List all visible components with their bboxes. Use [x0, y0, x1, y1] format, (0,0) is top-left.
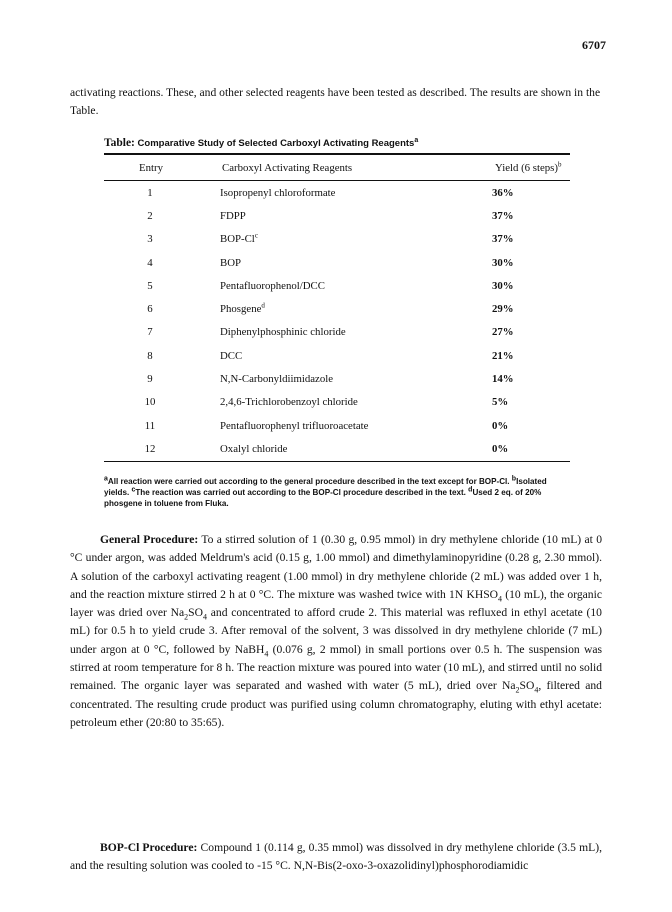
cell-entry: 1	[147, 186, 153, 199]
gp-sub-5: 2	[515, 685, 520, 695]
gp-text-7: , filtered and concentrated. The resulting crude product was purified using column chromatography, eluting with ethyl acetate: petroleum ether (20:80 to 35:65).	[70, 679, 602, 729]
gp-sub-6: 4	[534, 685, 539, 695]
general-procedure-paragraph	[70, 531, 602, 732]
gp-text-1: To a stirred solution of 1 (0.30 g, 0.95 mmol) in dry methylene chloride (10 mL) at 0 °C under argon, was added Meldrum's acid (0.15 g, 1.00 mmol) and dimethylaminopyridine (0.28 g, 2.30 mmol). A solution of the carboxyl activating reagent (1.00 mmol) in dry methylene chloride (2 mL) was added over 1 h, and the reaction mixture stirred 2 h at 0 °C. The mixture was washed twice with 1N KHSO	[70, 533, 602, 601]
table-row	[104, 437, 570, 460]
gp-sub-3: 4	[203, 612, 207, 622]
cell-entry: 3	[147, 233, 153, 246]
header-yield-sup: b	[557, 159, 562, 168]
cell-yield: 36%	[492, 186, 514, 199]
header-yield	[455, 155, 570, 180]
gp-text-6: SO	[519, 679, 535, 693]
table-row	[104, 274, 570, 297]
footnote-a-mark: a	[104, 475, 108, 483]
cell-reagent	[196, 181, 452, 204]
footnote-c-mark: c	[131, 486, 136, 494]
table-header-row	[104, 155, 570, 180]
table-row	[104, 321, 570, 344]
bopcl-text: Compound 1 (0.114 g, 0.35 mmol) was dissolved in dry methylene chloride (3.5 mL), and the resulting solution was cooled to -15 °C. N,N-Bis(2-oxo-3-oxazolidinyl)phosphorodiamidic	[70, 841, 602, 873]
cell-reagent-sup: c	[254, 231, 258, 240]
table-caption-text: Comparative Study of Selected Carboxyl Activating Reagents	[134, 138, 415, 149]
cell-entry: 8	[147, 349, 153, 362]
gp-text-3: SO	[188, 606, 203, 620]
table-row	[104, 181, 570, 204]
table-caption	[104, 137, 418, 149]
cell-reagent-text: Diphenylphosphinic chloride	[220, 326, 346, 339]
table-caption-sup: a	[414, 136, 419, 144]
cell-yield: 0%	[492, 419, 509, 432]
cell-entry: 2	[147, 209, 153, 222]
cell-entry: 12	[144, 442, 156, 455]
cell-reagent	[196, 251, 452, 274]
table-row	[104, 344, 570, 367]
intro-paragraph: activating reactions. These, and other selected reagents have been tested as described. The results are shown in the Table.	[70, 86, 601, 117]
cell-reagent	[196, 414, 452, 437]
general-procedure-heading: General Procedure:	[100, 533, 199, 546]
bopcl-procedure-paragraph	[70, 839, 602, 876]
table-row	[104, 367, 570, 390]
cell-reagent	[196, 228, 452, 251]
cell-entry: 11	[144, 419, 156, 432]
footnote-c-text: The reaction was carried out according to the BOP-Cl procedure described in the text.	[135, 488, 469, 497]
cell-yield: 5%	[492, 396, 509, 409]
bopcl-procedure-heading: BOP-Cl Procedure:	[100, 841, 198, 854]
cell-yield: 30%	[492, 256, 514, 269]
cell-reagent	[196, 297, 452, 320]
table-row	[104, 414, 570, 437]
cell-reagent	[196, 321, 452, 344]
table-row	[104, 204, 570, 227]
page-number: 6707	[582, 38, 606, 52]
table-row	[104, 297, 570, 320]
table-row	[104, 228, 570, 251]
table-footnote	[104, 476, 570, 509]
cell-reagent	[196, 204, 452, 227]
cell-reagent	[196, 391, 452, 414]
footnote-d-text: Used 2 eq. of 20% phosgene in toluene from Fluka.	[104, 488, 542, 508]
cell-yield: 30%	[492, 279, 514, 292]
cell-entry: 9	[147, 373, 153, 386]
cell-reagent-text: Phosgene	[220, 303, 262, 316]
table-row	[104, 391, 570, 414]
cell-reagent	[196, 344, 452, 367]
cell-reagent	[196, 437, 452, 460]
cell-yield: 21%	[492, 349, 514, 362]
table-bottom-rule	[104, 461, 570, 462]
cell-yield: 27%	[492, 326, 514, 339]
footnote-b-text: Isolated yields.	[104, 477, 547, 497]
cell-reagent-text: Pentafluorophenyl trifluoroacetate	[220, 419, 369, 432]
footnote-d-mark: d	[468, 486, 473, 494]
cell-reagent-text: Isopropenyl chloroformate	[220, 186, 336, 199]
cell-entry: 6	[147, 303, 153, 316]
results-table	[104, 153, 570, 462]
cell-reagent-text: N,N-Carbonyldiimidazole	[220, 373, 334, 386]
cell-reagent	[196, 274, 452, 297]
table-caption-label: Table:	[104, 137, 135, 149]
cell-entry: 7	[147, 326, 153, 339]
cell-yield: 37%	[492, 209, 514, 222]
footnote-b-mark: b	[511, 475, 517, 483]
cell-reagent-text: DCC	[220, 349, 243, 362]
header-yield-text: Yield (6 steps)	[495, 161, 558, 174]
cell-entry: 5	[147, 279, 153, 292]
gp-sub-1: 4	[498, 594, 503, 604]
table-body	[104, 181, 570, 461]
cell-reagent-text: BOP	[220, 256, 242, 269]
footnote-a-text: All reaction were carried out according to the general procedure described in the text except for BOP-Cl.	[107, 477, 512, 486]
cell-reagent-text: Pentafluorophenol/DCC	[220, 279, 325, 292]
table-row	[104, 251, 570, 274]
gp-sub-2: 2	[184, 612, 189, 622]
gp-text-5: (0.076 g, 2 mmol) in small portions over 0.5 h. The suspension was stirred at room temperature for 8 h. The reaction mixture was poured into water (10 mL), and stirred until no solid remained. The organic layer was separated and washed with water (5 mL), dried over Na	[70, 642, 602, 693]
gp-text-4: and concentrated to afford crude 2. This material was refluxed in ethyl acetate (10 mL) for 0.5 h to yield crude 3. After removal of the solvent, 3 was dissolved in dry methylene chloride (7 mL) under argon at 0 °C, followed by NaBH	[70, 606, 602, 656]
cell-reagent-sup: d	[261, 301, 265, 310]
gp-sub-4: 4	[264, 649, 269, 659]
cell-reagent-text: FDPP	[220, 209, 246, 222]
cell-entry: 4	[147, 256, 153, 269]
cell-yield: 14%	[492, 373, 514, 386]
cell-reagent-text: 2,4,6-Trichlorobenzoyl chloride	[220, 396, 358, 409]
header-reagent: Carboxyl Activating Reagents	[222, 161, 353, 174]
gp-text-2: (10 mL), the organic layer was dried over Na	[70, 587, 602, 620]
cell-reagent	[196, 367, 452, 390]
cell-yield: 0%	[492, 442, 509, 455]
cell-yield: 29%	[492, 303, 514, 316]
header-entry: Entry	[139, 161, 163, 174]
cell-reagent-text: BOP-Cl	[220, 233, 255, 246]
cell-entry: 10	[144, 396, 156, 409]
cell-yield: 37%	[492, 233, 514, 246]
cell-reagent-text: Oxalyl chloride	[220, 442, 288, 455]
